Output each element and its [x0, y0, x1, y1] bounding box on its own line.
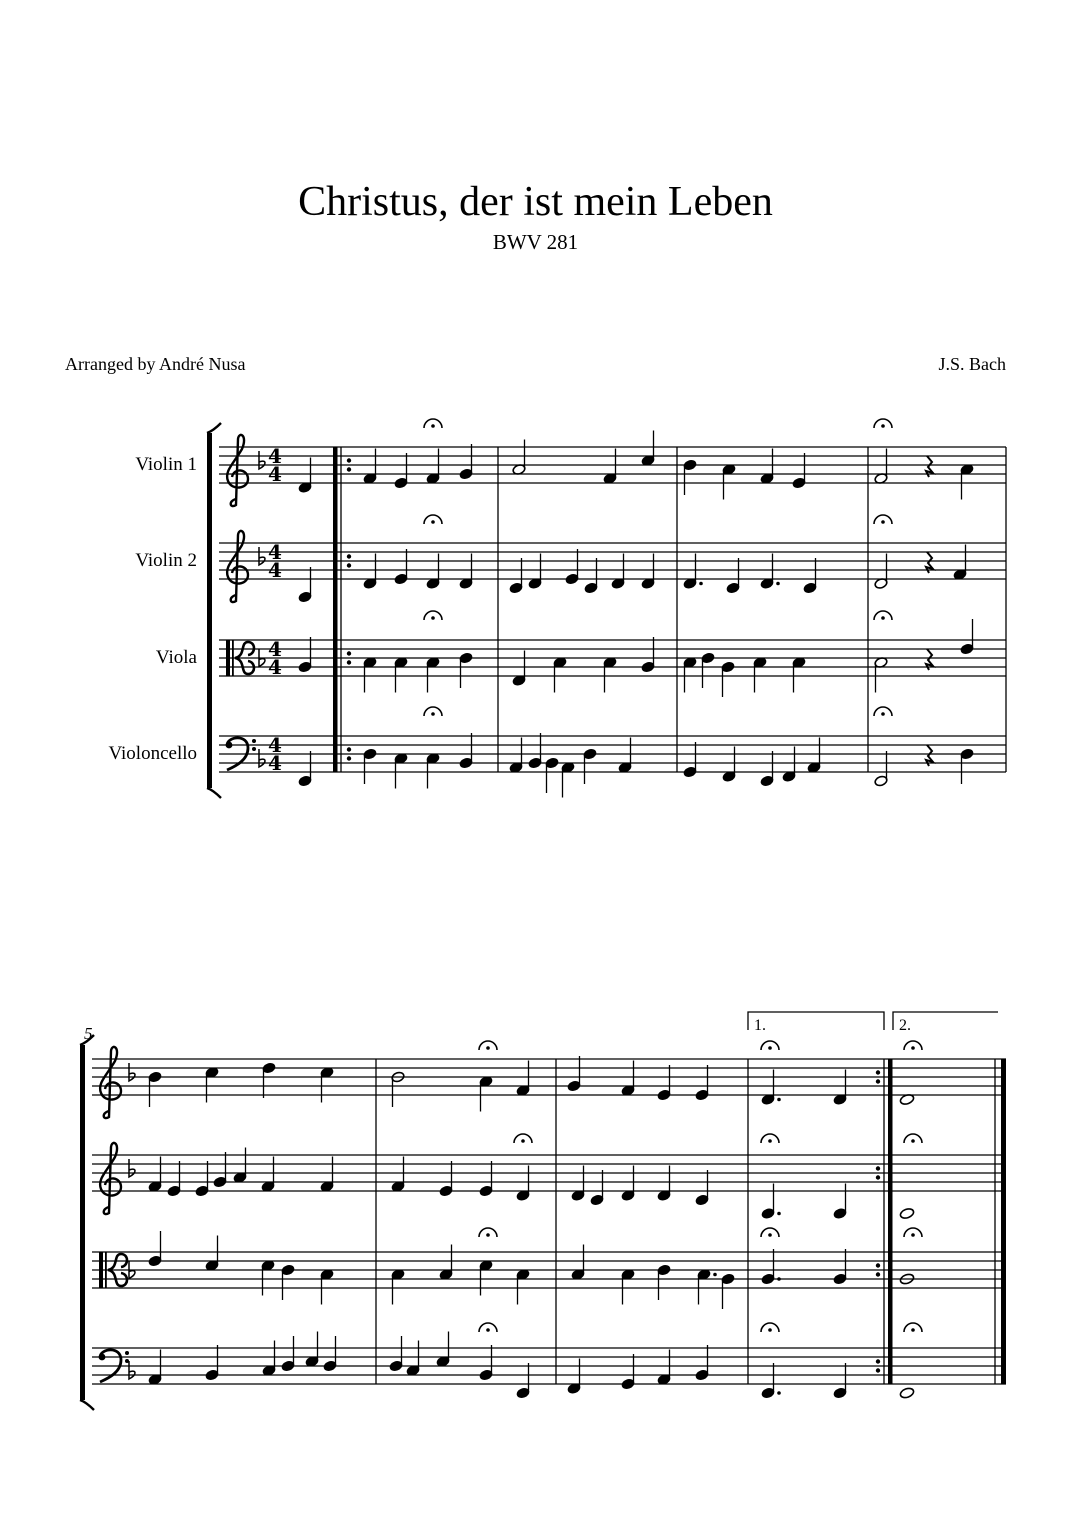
- time-signature-digit: 4: [268, 637, 282, 661]
- score-title: Christus, der ist mein Leben: [298, 179, 773, 225]
- repeat-dot: [347, 458, 351, 462]
- augmentation-dot: [699, 582, 703, 586]
- treble-clef: [100, 1143, 121, 1214]
- notehead: [899, 1387, 915, 1400]
- treble-clef: [227, 531, 248, 602]
- final-thick-bar: [1001, 1059, 1006, 1384]
- repeat-dot: [347, 756, 351, 760]
- fermata-dot: [431, 520, 435, 524]
- fermata-dot: [431, 712, 435, 716]
- repeat-dot: [347, 660, 351, 664]
- flat-sign: [129, 1361, 135, 1379]
- flat-sign: [129, 1063, 135, 1081]
- repeat-dot: [876, 1079, 880, 1083]
- fermata-dot: [521, 1139, 525, 1143]
- notehead: [899, 1207, 915, 1220]
- system-2: [80, 1012, 1006, 1410]
- fermata-dot: [431, 424, 435, 428]
- bass-clef-dot: [252, 739, 256, 743]
- fermata-dot: [768, 1233, 772, 1237]
- fermata-dot: [486, 1046, 490, 1050]
- alto-clef: [99, 1252, 103, 1288]
- fermata-dot: [486, 1328, 490, 1332]
- fermata-dot: [486, 1233, 490, 1237]
- fermata-dot: [881, 616, 885, 620]
- fermata-dot: [911, 1233, 915, 1237]
- alto-clef: [232, 640, 234, 676]
- repeat-dot: [876, 1368, 880, 1372]
- fermata-dot: [431, 616, 435, 620]
- measure-number: 5: [84, 1024, 93, 1043]
- repeat-dot: [347, 747, 351, 751]
- treble-clef: [100, 1047, 121, 1118]
- alto-clef: [105, 1252, 107, 1288]
- fermata-dot: [881, 712, 885, 716]
- instrument-label-violoncello: Violoncello: [108, 743, 197, 764]
- time-signature-digit: 4: [268, 558, 282, 582]
- bass-clef: [226, 742, 233, 749]
- time-signature-digit: 4: [268, 655, 282, 679]
- augmentation-dot: [777, 1212, 781, 1216]
- flat-sign: [129, 1159, 135, 1177]
- augmentation-dot: [777, 1098, 781, 1102]
- time-signature-digit: 4: [268, 462, 282, 486]
- repeat-dot: [876, 1070, 880, 1074]
- bass-clef-dot: [125, 1351, 129, 1355]
- fermata-dot: [768, 1139, 772, 1143]
- time-signature-digit: 4: [268, 733, 282, 757]
- augmentation-dot: [777, 1277, 781, 1281]
- augmentation-dot: [713, 1273, 717, 1277]
- treble-clef: [227, 435, 248, 506]
- repeat-end-thick-bar: [888, 1059, 893, 1384]
- system-bracket: [80, 1400, 94, 1410]
- system-bracket: [80, 1045, 85, 1400]
- time-signature-digit: 4: [268, 540, 282, 564]
- instrument-label-violin1: Violin 1: [135, 454, 197, 475]
- system-bracket: [207, 423, 221, 433]
- flat-sign: [259, 451, 265, 469]
- time-signature-digit: 4: [268, 444, 282, 468]
- flat-sign: [259, 749, 265, 767]
- repeat-dot: [347, 563, 351, 567]
- instrument-label-violin2: Violin 2: [135, 550, 197, 571]
- volta-1-label: 1.: [754, 1017, 766, 1034]
- fermata-dot: [768, 1328, 772, 1332]
- arranger-credit: Arranged by André Nusa: [65, 354, 246, 374]
- repeat-dot: [347, 651, 351, 655]
- fermata-dot: [768, 1046, 772, 1050]
- repeat-dot: [876, 1175, 880, 1179]
- bass-clef-dot: [252, 747, 256, 751]
- fermata-dot: [911, 1046, 915, 1050]
- time-signature-digit: 4: [268, 751, 282, 775]
- score-subtitle: BWV 281: [492, 230, 579, 254]
- flat-sign: [259, 547, 265, 565]
- system-bracket: [207, 788, 221, 798]
- repeat-dot: [876, 1359, 880, 1363]
- composer-credit: J.S. Bach: [938, 354, 1006, 374]
- augmentation-dot: [776, 582, 780, 586]
- repeat-dot: [876, 1272, 880, 1276]
- system-bracket: [207, 433, 212, 788]
- volta-2-label: 2.: [899, 1017, 911, 1034]
- repeat-dot: [876, 1166, 880, 1170]
- repeat-dot: [347, 467, 351, 471]
- bass-clef: [99, 1354, 106, 1361]
- alto-clef: [226, 640, 230, 676]
- fermata-dot: [911, 1139, 915, 1143]
- volta-1-bracket: [748, 1012, 884, 1030]
- augmentation-dot: [777, 1391, 781, 1395]
- repeat-dot: [347, 554, 351, 558]
- fermata-dot: [911, 1328, 915, 1332]
- instrument-label-viola: Viola: [155, 647, 197, 668]
- fermata-dot: [881, 424, 885, 428]
- system-1: [207, 419, 1006, 798]
- repeat-dot: [876, 1263, 880, 1267]
- fermata-dot: [881, 520, 885, 524]
- repeat-start-thick-bar: [333, 447, 338, 772]
